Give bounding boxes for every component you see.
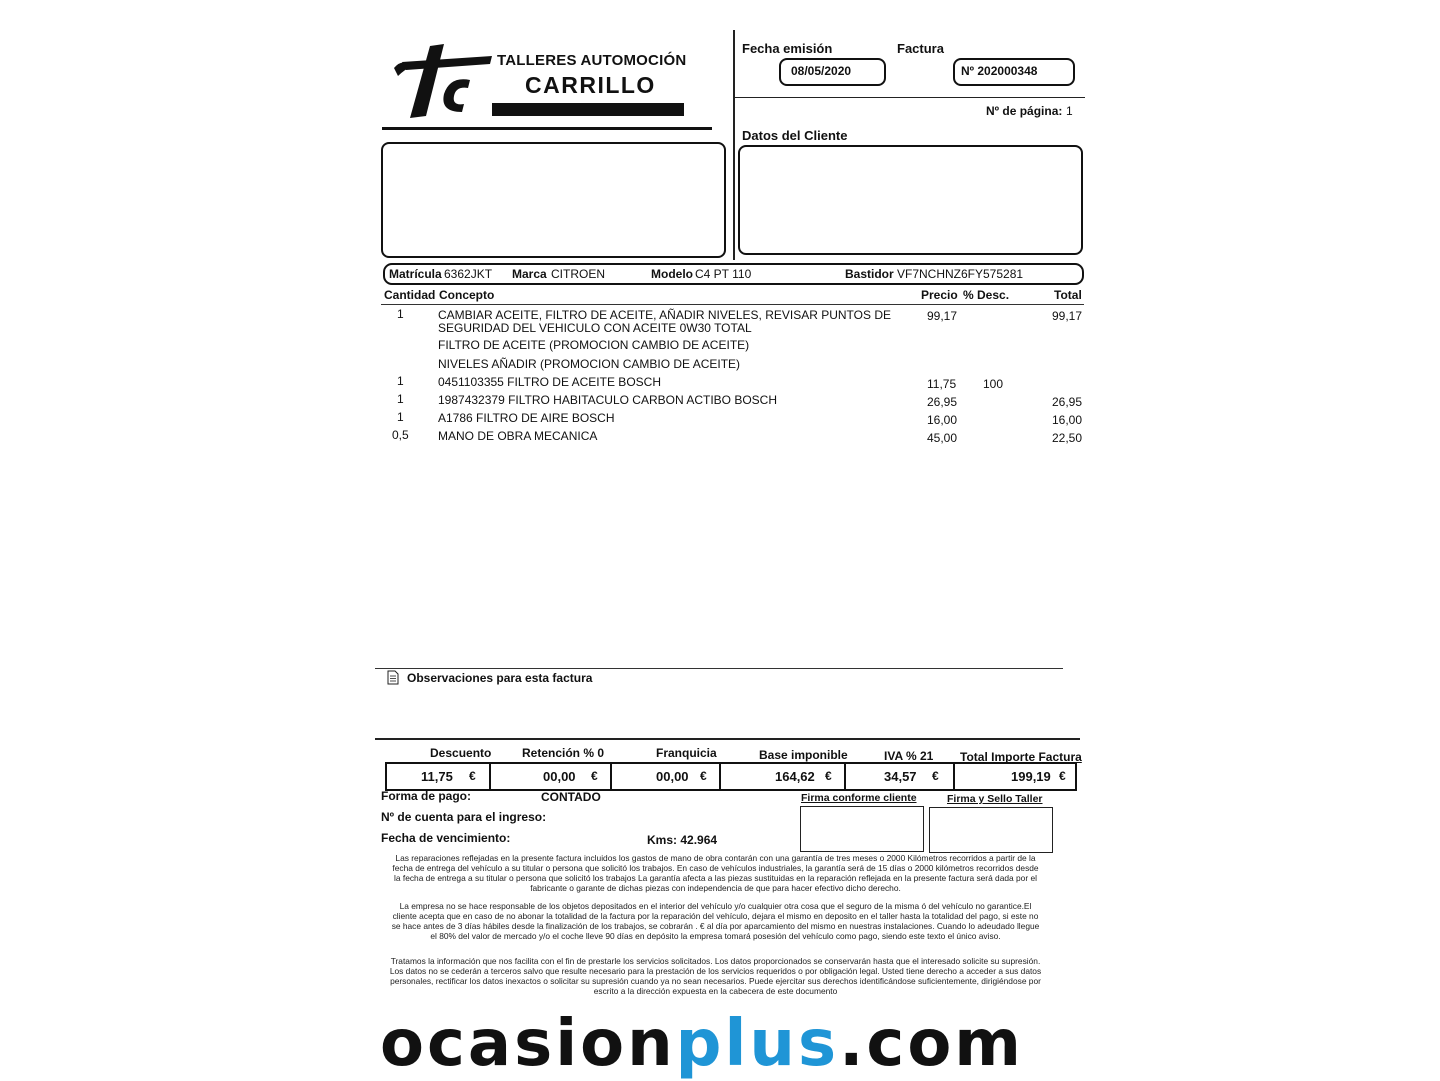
brand-part-1: ocasion	[380, 1007, 676, 1081]
iva-value: 34,57	[884, 769, 917, 784]
forma-pago-value: CONTADO	[541, 790, 601, 804]
currency-symbol: €	[591, 769, 598, 783]
row-concept: MANO DE OBRA MECANICA	[438, 429, 598, 443]
total-cell	[955, 764, 1075, 789]
row-concept: CAMBIAR ACEITE, FILTRO DE ACEITE, AÑADIR NIVELES, REVISAR PUNTOS DE	[438, 308, 891, 322]
pagina-label: Nº de página:	[986, 104, 1063, 118]
franquicia-cell	[612, 764, 721, 789]
pagina-value: 1	[1066, 104, 1073, 118]
matricula-value: 6362JKT	[444, 267, 493, 281]
row-total: 16,00	[1052, 413, 1083, 427]
row-desc: 100	[983, 377, 1004, 391]
firma-cliente-box	[800, 806, 924, 852]
row-price: 45,00	[927, 431, 958, 445]
observaciones-rule	[375, 668, 1063, 669]
row-concept: NIVELES AÑADIR (PROMOCION CAMBIO DE ACEITE)	[438, 357, 741, 371]
totals-strip	[385, 762, 1077, 791]
company-name-line1: TALLERES AUTOMOCIÓN	[497, 52, 687, 69]
iva-cell	[846, 764, 955, 789]
row-price: 26,95	[927, 395, 958, 409]
base-cell	[721, 764, 846, 789]
forma-pago-label: Forma de pago:	[381, 789, 472, 803]
document-icon	[387, 670, 399, 685]
kms-value: Kms: 42.964	[647, 833, 718, 847]
firma-taller-label: Firma y Sello Taller	[947, 793, 1043, 805]
row-qty: 1	[397, 374, 404, 388]
matricula-label: Matrícula	[389, 267, 442, 281]
franquicia-label: Franquicia	[656, 746, 717, 760]
row-qty: 1	[397, 392, 404, 406]
firma-taller-box	[929, 807, 1053, 853]
company-name-line2: CARRILLO	[525, 72, 656, 98]
col-concepto: Concepto	[439, 288, 495, 302]
bastidor-value: VF7NCHNZ6FY575281	[897, 267, 1024, 281]
row-qty: 1	[397, 307, 404, 321]
company-logo-icon	[392, 40, 496, 120]
currency-symbol: €	[700, 769, 707, 783]
company-address-box	[381, 142, 726, 258]
logo-divider	[382, 127, 712, 130]
ocasionplus-logo	[380, 1008, 1070, 1080]
row-price: 11,75	[927, 377, 957, 391]
row-qty: 0,5	[392, 428, 409, 442]
retencion-cell	[491, 764, 612, 789]
currency-symbol: €	[825, 769, 832, 783]
brand-part-2: plus	[675, 1007, 840, 1081]
row-price: 16,00	[927, 413, 958, 427]
row-total: 22,50	[1052, 431, 1083, 445]
row-concept: FILTRO DE ACEITE (PROMOCION CAMBIO DE ACEITE)	[438, 338, 750, 352]
marca-label: Marca	[512, 267, 547, 281]
observaciones-label: Observaciones para esta factura	[407, 671, 593, 685]
row-concept-line2: SEGURIDAD DEL VEHICULO CON ACEITE 0W30 TOTAL	[438, 321, 752, 335]
total-value: 199,19	[1011, 769, 1051, 784]
row-concept: A1786 FILTRO DE AIRE BOSCH	[438, 411, 615, 425]
client-data-box	[738, 145, 1083, 255]
currency-symbol: €	[932, 769, 939, 783]
table-header-rule	[381, 304, 1084, 305]
brand-part-3: .com	[839, 1007, 1024, 1081]
row-total: 26,95	[1052, 395, 1083, 409]
col-cantidad: Cantidad	[384, 288, 436, 302]
base-value: 164,62	[775, 769, 815, 784]
marca-value: CITROEN	[551, 267, 605, 281]
fecha-value: 08/05/2020	[779, 58, 886, 86]
row-concept: 1987432379 FILTRO HABITACULO CARBON ACTIBO BOSCH	[438, 393, 777, 407]
cuenta-label: Nº de cuenta para el ingreso:	[381, 810, 547, 824]
cliente-label: Datos del Cliente	[742, 128, 848, 143]
legal-privacy-text: Tratamos la información que nos facilita con el fin de prestarle los servicios solicitados. Los datos proporcionados se conservarán hasta que el interesado solicite su supresión. Los datos no se cederán a terceros salvo que resulte necesario para la prestación de los servicios requeridos o por obligación legal. Usted tiene derecho a acceder a sus datos personales, rectificar los datos inexactos o solicitar su supresión cuando ya no sean necesarios. Puede ejercitar sus derechos identificándose suficientemente, dirigiéndose por escrito a la dirección expuesta en la cabecera de este documento	[389, 956, 1042, 996]
currency-symbol: €	[1059, 769, 1066, 783]
modelo-value: C4 PT 110	[695, 267, 752, 281]
col-desc: % Desc.	[963, 288, 1010, 302]
legal-deposit-text: La empresa no se hace responsable de los objetos depositados en el interior del vehículo y/o cualquier otra cosa que el seguro de la misma ó del vehículo no garantice.El cliente acepta que en caso de no abonar la totalidad de la factura por la reparación del vehículo, dejara el mismo en deposito en el taller hasta la totalidad del pago, si este no se hace antes de 3 días hábiles desde la finalización de los trabajos, se cobrarán . € al día por aparcamiento del mismo en nuestras instalaciones. Cuando lo adeudado llegue el 80% del valor de mercado y/o el coche lleve 90 días en depósito la empresa tomará posesión del vehículo como pago, siendo este texto el único aviso.	[391, 901, 1040, 941]
descuento-cell	[387, 764, 491, 789]
retencion-value: 00,00	[543, 769, 576, 784]
fecha-label: Fecha emisión	[742, 41, 833, 56]
row-price: 99,17	[927, 309, 958, 323]
vehicle-info-band	[383, 263, 1084, 285]
currency-symbol: €	[469, 769, 476, 783]
col-precio: Precio	[921, 288, 958, 302]
base-label: Base imponible	[759, 748, 848, 762]
company-tagline-band	[492, 103, 684, 116]
totals-rule	[375, 738, 1080, 740]
descuento-label: Descuento	[430, 746, 492, 760]
row-total: 99,17	[1052, 309, 1083, 323]
col-total: Total	[1054, 288, 1082, 302]
modelo-label: Modelo	[651, 267, 693, 281]
header-divider-horizontal	[735, 97, 1085, 98]
row-concept: 0451103355 FILTRO DE ACEITE BOSCH	[438, 375, 661, 389]
total-label: Total Importe Factura	[960, 750, 1082, 764]
factura-label: Factura	[897, 41, 944, 56]
bastidor-label: Bastidor	[845, 267, 894, 281]
legal-warranty-text: Las reparaciones reflejadas en la presente factura incluidos los gastos de mano de obra contarán con una garantía de tres meses o 2000 Kilómetros recorridos a partir de la fecha de entrega del vehículo a su titular o persona que solicitó los trabajos. En caso de vehículos industriales, la garantía será de 15 días o 2000 kilómetros recorridos desde la fecha de entrega a su titular o persona que solicitó los trabajos La garantía afecta a las piezas sustituidas en la reparación reflejada en la presente factura será dada por el fabricante o garante de dichas piezas con independencia de que para hacer efectivo dicho derecho.	[392, 853, 1039, 893]
retencion-label: Retención % 0	[522, 746, 605, 760]
franquicia-value: 00,00	[656, 769, 689, 784]
descuento-value: 11,75	[421, 769, 453, 784]
vencimiento-label: Fecha de vencimiento:	[381, 831, 511, 845]
row-qty: 1	[397, 410, 404, 424]
iva-label: IVA % 21	[884, 749, 934, 763]
firma-cliente-label: Firma conforme cliente	[801, 792, 917, 804]
header-divider-vertical	[733, 30, 735, 260]
factura-number: Nº 202000348	[953, 58, 1075, 86]
